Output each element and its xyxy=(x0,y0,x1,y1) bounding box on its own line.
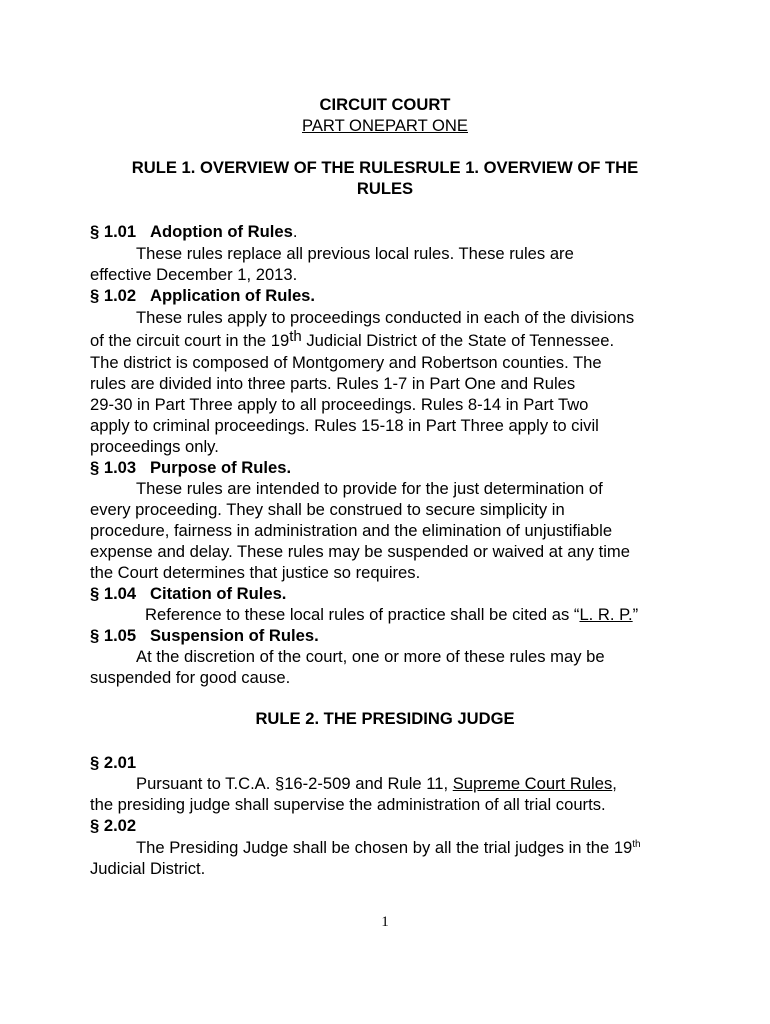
section-1-03-heading xyxy=(90,457,291,478)
text-fragment: Judicial District of the State of Tennessee. xyxy=(301,331,615,350)
section-1-05-line: suspended for good cause. xyxy=(90,668,291,687)
section-1-02-line xyxy=(90,330,614,351)
ordinal-suffix: th xyxy=(632,839,641,850)
court-title: CIRCUIT COURT xyxy=(319,95,451,114)
section-1-01-line: These rules replace all previous local rules. These rules are xyxy=(136,244,574,263)
section-1-05-line: At the discretion of the court, one or more of these rules may be xyxy=(136,647,605,666)
section-1-04-line xyxy=(145,604,638,625)
rule-2-title: RULE 2. THE PRESIDING JUDGE xyxy=(255,709,515,728)
section-number: § 1.03 xyxy=(90,458,137,477)
section-title: Citation of Rules. xyxy=(149,584,287,603)
page-number: 1 xyxy=(381,914,389,930)
supreme-court-rules-reference: Supreme Court Rules xyxy=(452,774,613,793)
section-1-02-heading xyxy=(90,285,315,306)
section-1-04-heading xyxy=(90,583,286,604)
section-1-03-line: expense and delay. These rules may be suspended or waived at any time xyxy=(90,542,630,561)
section-1-02-line: proceedings only. xyxy=(90,437,219,456)
section-number: § 1.05 xyxy=(90,626,137,645)
section-1-01-line: effective December 1, 2013. xyxy=(90,265,298,284)
section-title-period: . xyxy=(292,222,298,241)
section-1-03-line: every proceeding. They shall be construed to secure simplicity in xyxy=(90,500,565,519)
rule-1-title-line-1: RULE 1. OVERVIEW OF THE RULESRULE 1. OVERVIEW OF THE xyxy=(131,158,639,177)
section-2-02-line xyxy=(136,837,641,858)
text-fragment: Reference to these local rules of practice shall be cited as “ xyxy=(145,605,580,624)
section-title: Suspension of Rules. xyxy=(149,626,319,645)
section-2-02-heading: § 2.02 xyxy=(90,816,137,835)
text-fragment: Pursuant to T.C.A. §16-2-509 and Rule 11, xyxy=(136,774,453,793)
section-title: Purpose of Rules. xyxy=(149,458,292,477)
section-number: § 1.04 xyxy=(90,584,137,603)
section-1-02-line: 29-30 in Part Three apply to all proceedings. Rules 8-14 in Part Two xyxy=(90,395,589,414)
section-1-01-heading xyxy=(90,221,297,242)
section-2-02-line: Judicial District. xyxy=(90,859,206,878)
section-1-02-line: The district is composed of Montgomery and Robertson counties. The xyxy=(90,353,602,372)
section-1-02-line: These rules apply to proceedings conducted in each of the divisions xyxy=(136,308,635,327)
section-2-01-line xyxy=(136,773,617,794)
text-fragment: , xyxy=(612,774,617,793)
section-number: § 1.02 xyxy=(90,286,137,305)
text-fragment: ” xyxy=(632,605,639,624)
section-title: Application of Rules. xyxy=(149,286,316,305)
section-1-03-line: procedure, fairness in administration and the elimination of unjustifiable xyxy=(90,521,613,540)
section-1-02-line: rules are divided into three parts. Rules 1-7 in Part One and Rules xyxy=(90,374,576,393)
section-1-03-line: the Court determines that justice so requires. xyxy=(90,563,421,582)
section-number: § 1.01 xyxy=(90,222,137,241)
section-2-01-line: the presiding judge shall supervise the administration of all trial courts. xyxy=(90,795,606,814)
rule-1-title-line-2: RULES xyxy=(356,179,414,198)
ordinal-suffix: th xyxy=(289,328,302,345)
section-1-03-line: These rules are intended to provide for the just determination of xyxy=(136,479,603,498)
section-2-01-heading: § 2.01 xyxy=(90,753,137,772)
section-title: Adoption of Rules xyxy=(149,222,293,241)
text-fragment: The Presiding Judge shall be chosen by all the trial judges in the 19 xyxy=(136,838,633,857)
part-title: PART ONEPART ONE xyxy=(302,116,468,135)
section-1-02-line: apply to criminal proceedings. Rules 15-18 in Part Three apply to civil xyxy=(90,416,599,435)
text-fragment: of the circuit court in the 19 xyxy=(90,331,290,350)
section-1-05-heading xyxy=(90,625,319,646)
citation-abbreviation: L. R. P. xyxy=(579,605,633,624)
